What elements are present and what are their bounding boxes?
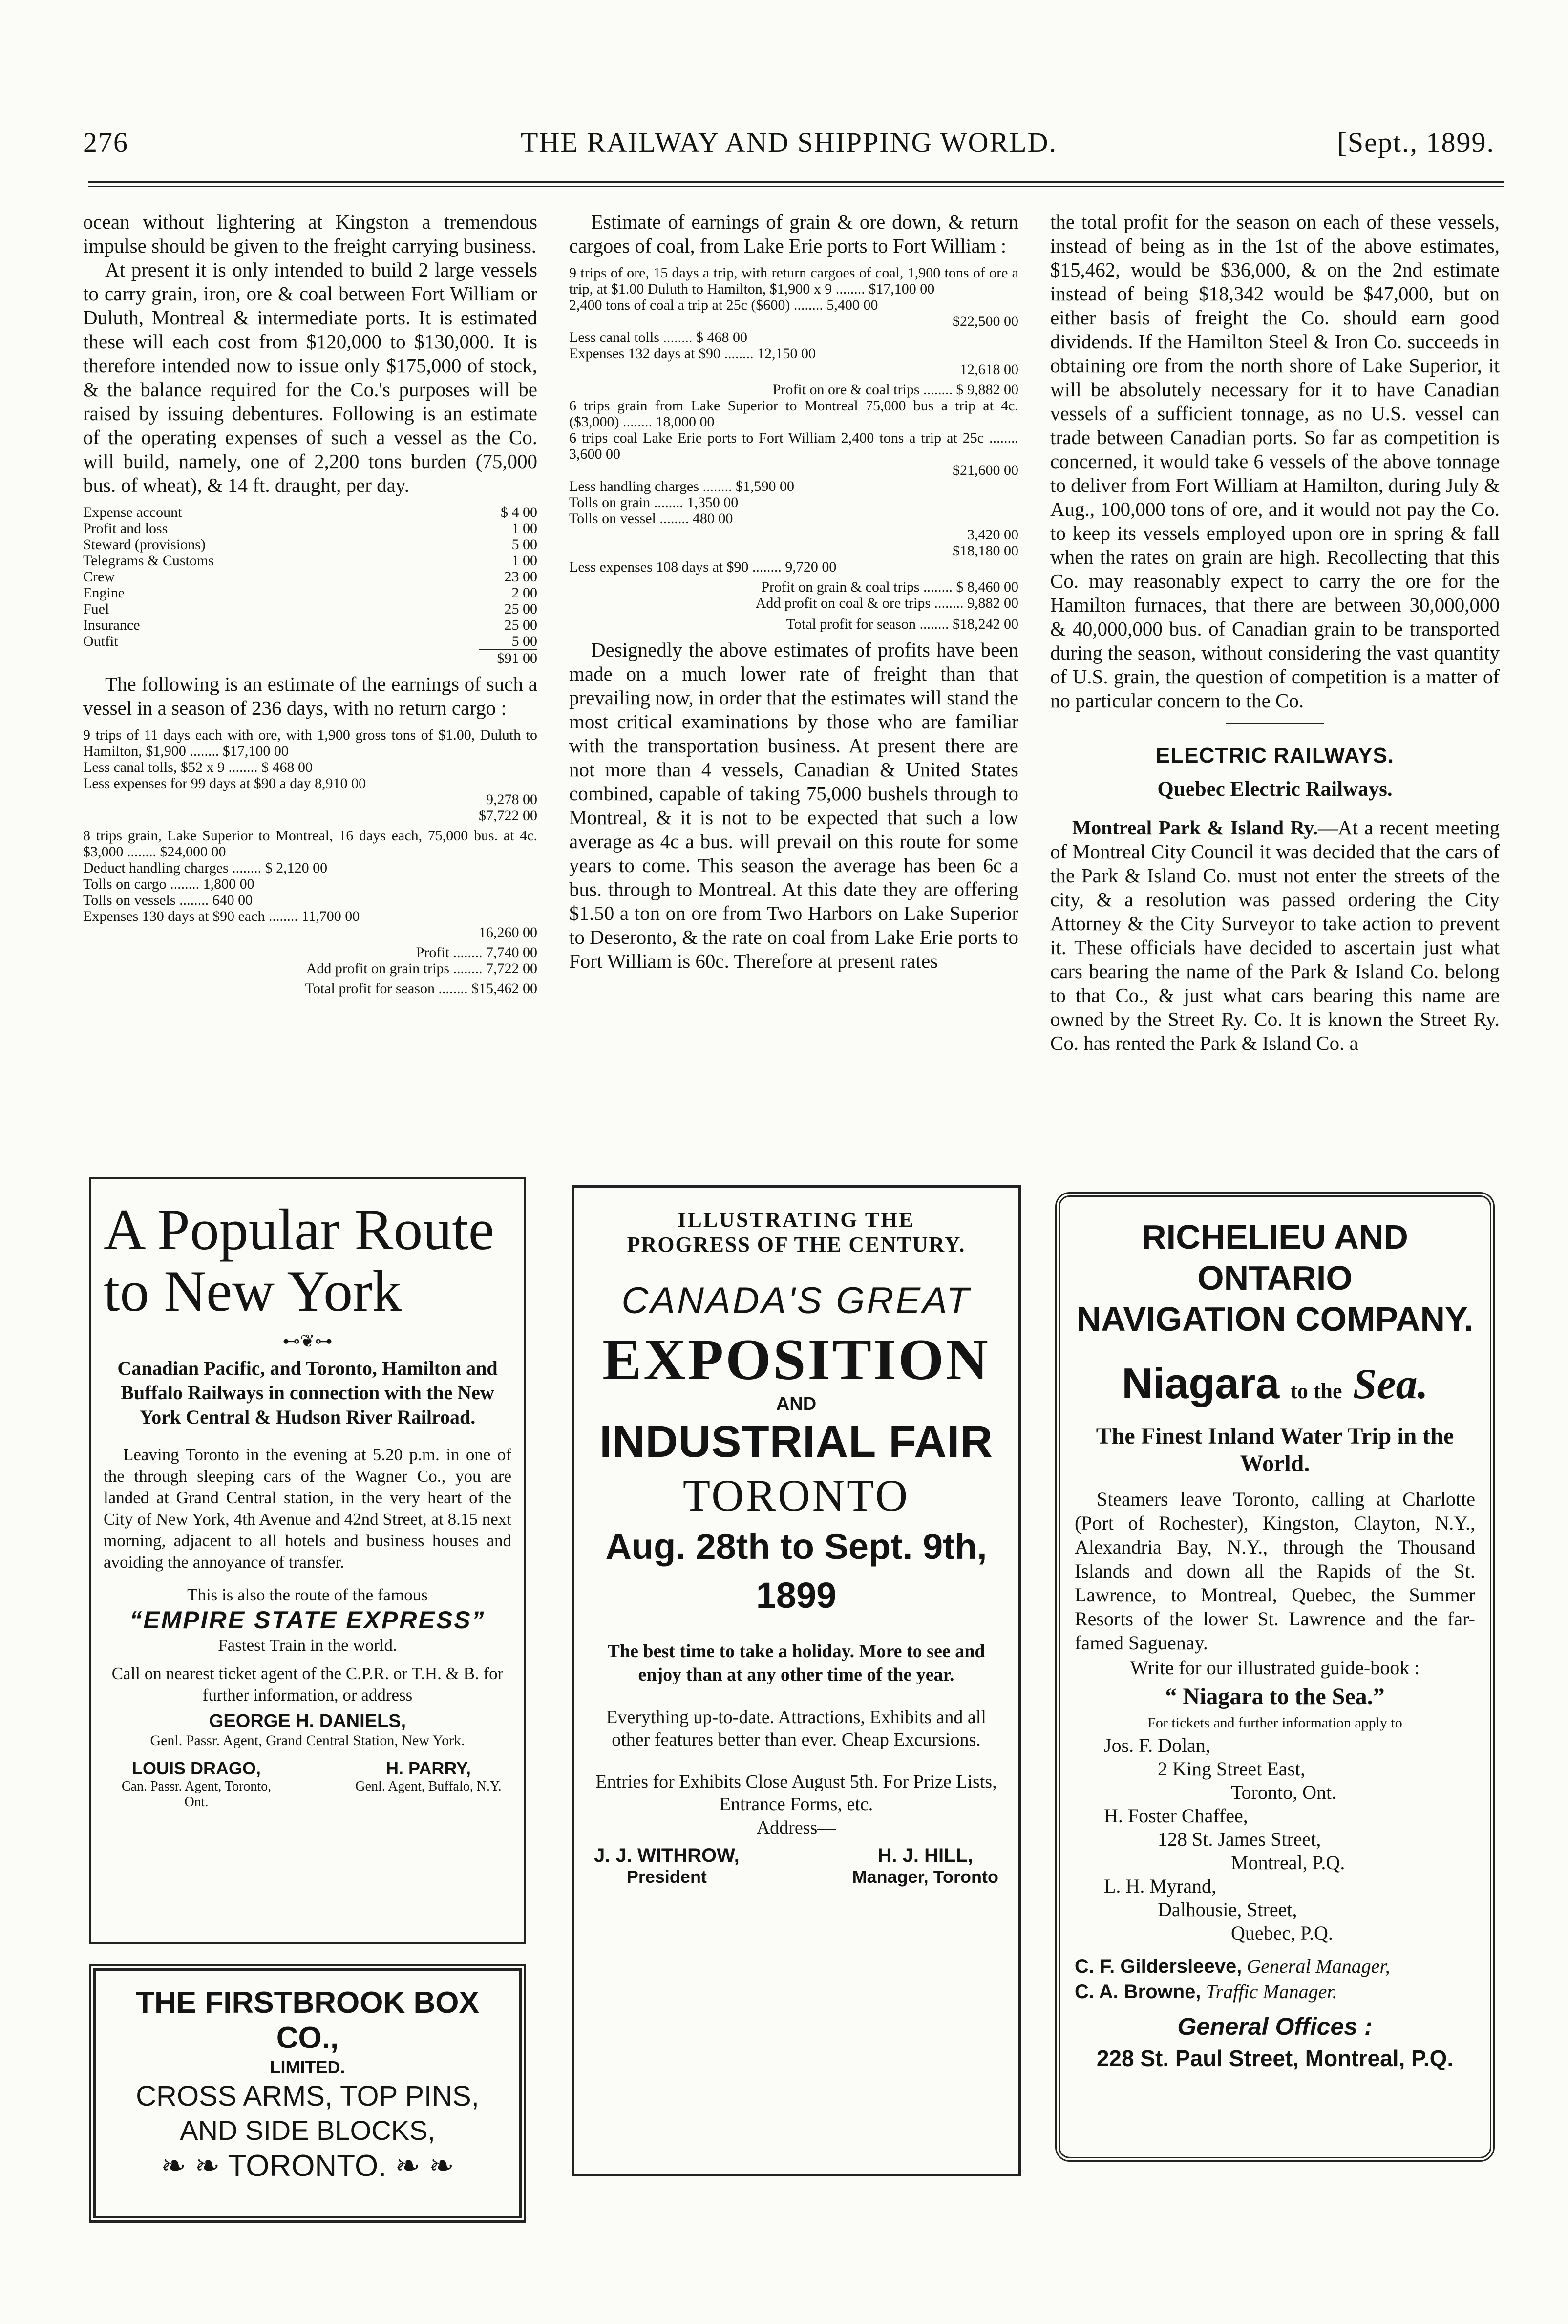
- ledger-subtotal: 16,260 00: [479, 924, 537, 940]
- ad-text: ❧ ❧ TORONTO. ❧ ❧: [161, 2149, 454, 2183]
- ledger-subtotal: $22,500 00: [953, 313, 1018, 329]
- agent-address: 2 King Street East,: [1158, 1758, 1306, 1780]
- paragraph: ocean without lightering at Kingston a tremendous impulse should be given to the freight carrying business.: [83, 211, 537, 257]
- ad-headline: RICHELIEU AND ONTARIO: [1142, 1218, 1408, 1297]
- contact-name: H. PARRY,: [385, 1758, 471, 1778]
- agent-address: Toronto, Ont.: [1231, 1781, 1337, 1803]
- ad-exposition: [572, 1185, 1021, 2176]
- ad-headline: CANADA'S GREAT: [621, 1280, 971, 1322]
- ad-text: Everything up-to-date. Attractions, Exhibits and all other features better than ever. Cheap Excursions.: [606, 1707, 986, 1750]
- contact-name: H. J. HILL,: [877, 1845, 974, 1866]
- paragraph: The following is an estimate of the earnings of such a vessel in a season of 236 days, with no return cargo :: [83, 673, 537, 719]
- ledger-row: Crew 23 00: [83, 569, 537, 585]
- ad-year: 1899: [756, 1575, 837, 1616]
- ledger-row: Fuel 25 00: [83, 601, 537, 617]
- ad-dates: Aug. 28th to Sept. 9th,: [605, 1526, 987, 1567]
- ledger-line: Tolls on cargo ........ 1,800 00: [83, 876, 254, 892]
- header-rule-thin: [88, 186, 1504, 187]
- column-3: [1050, 210, 1500, 1055]
- agent-list: [1075, 1734, 1475, 1945]
- ledger-row: Telegrams & Customs 1 00: [83, 553, 537, 569]
- ledger-subtotal: $7,722 00: [479, 808, 537, 824]
- ledger-total: $91 00: [497, 650, 537, 666]
- ad-slogan: Niagara to the Sea.: [1122, 1359, 1428, 1408]
- ledger-line: Less expenses for 99 days at $90 a day 8,910 00: [83, 775, 366, 791]
- ad-text: Address—: [756, 1817, 836, 1838]
- ad-text: LIMITED.: [270, 2057, 345, 2077]
- ledger-subtotal: 9,278 00: [486, 791, 537, 808]
- ledger-line: Add profit on coal & ore trips ........ 9,882 00: [755, 595, 1018, 611]
- ad-headline: EXPOSITION: [602, 1327, 990, 1392]
- manager-title: General Manager,: [1247, 1955, 1390, 1977]
- contact-name: J. J. WITHROW,: [594, 1845, 740, 1866]
- contact-title: Can. Passr. Agent, Toronto, Ont.: [121, 1779, 272, 1810]
- ledger-line: Less canal tolls, $52 x 9 ........ $ 468 00: [83, 759, 313, 775]
- ledger-line: Add profit on grain trips ........ 7,722 00: [306, 960, 537, 977]
- ad-headline: A Popular Route to New York: [104, 1197, 494, 1323]
- column-2: [569, 210, 1018, 973]
- ledger-line: Less expenses 108 days at $90 ........ 9,720 00: [569, 559, 837, 575]
- ad-text: The best time to take a holiday. More to see and enjoy than at any other time of the year.: [607, 1641, 985, 1685]
- ad-text: Entries for Exhibits Close August 5th. For Prize Lists, Entrance Forms, etc.: [595, 1771, 997, 1814]
- agent-name: Jos. F. Dolan,: [1104, 1734, 1210, 1756]
- contact-title: Genl. Passr. Agent, Grand Central Station, New York.: [150, 1732, 465, 1748]
- ledger-row: Profit and loss 1 00: [83, 520, 537, 536]
- earnings-ledger-1: [83, 727, 537, 997]
- ledger-line: Expenses 132 days at $90 ........ 12,150 00: [569, 345, 816, 362]
- ledger-subtotal: $21,600 00: [953, 462, 1018, 478]
- page-number: 276: [83, 127, 128, 158]
- ad-text: CROSS ARMS, TOP PINS,: [136, 2080, 479, 2112]
- contact-row: [589, 1845, 1003, 1887]
- ad-express-name: “EMPIRE STATE EXPRESS”: [129, 1606, 486, 1634]
- ad-body: Leaving Toronto in the evening at 5.20 p.m. in one of the through sleeping cars of the Wagner Co., you are landed at Grand Central station, in the very heart of the City of New York, 4th Avenue and 42nd Street, at 8.15 next morning, adjacent to all hotels and business houses and avoiding the annoyance of transfer.: [104, 1445, 511, 1572]
- paragraph: —At a recent meeting of Montreal City Council it was decided that the cars of the Park & Island Co. must not enter the streets of the city, & a resolution was passed ordering the City Attorney & the City Surveyor to take action to prevent it. These officials have decided to ascertain just what cars bearing the name of the Park & Island Co. belong to that Co., & just what cars bearing this name are owned by the Street Ry. Co. It is known the Street Ry. Co. has rented the Park & Island Co. a: [1050, 816, 1500, 1054]
- agent-name: H. Foster Chaffee,: [1104, 1805, 1248, 1827]
- ad-text: Call on nearest ticket agent of the C.P.R. or T.H. & B. for further information, or address: [111, 1664, 504, 1705]
- ornament-icon: ⊷❦⊶: [282, 1331, 333, 1351]
- ledger-row: Outfit 5 00: [83, 633, 537, 649]
- ledger-total: Total profit for season ........ $15,462 00: [305, 981, 537, 997]
- ad-text: For tickets and further information apply to: [1147, 1715, 1402, 1731]
- ledger-row: Expense account $ 4 00: [83, 504, 537, 520]
- ad-subhead: The Finest Inland Water Trip in the World.: [1096, 1423, 1454, 1476]
- ledger-line: Tolls on vessel ........ 480 00: [569, 511, 733, 527]
- section-divider: [1226, 723, 1324, 724]
- ledger-row: Insurance 25 00: [83, 617, 537, 633]
- article-lead: Montreal Park & Island Ry.: [1072, 816, 1318, 839]
- ad-text: 228 St. Paul Street, Montreal, P.Q.: [1096, 2046, 1454, 2071]
- section-heading: ELECTRIC RAILWAYS.: [1155, 744, 1395, 768]
- agent-address: Montreal, P.Q.: [1231, 1852, 1345, 1874]
- ad-headline: NAVIGATION COMPANY.: [1076, 1300, 1474, 1338]
- ad-headline: INDUSTRIAL FAIR: [599, 1417, 993, 1467]
- manager-name: C. F. Gildersleeve,: [1075, 1956, 1242, 1977]
- manager-title: Traffic Manager.: [1206, 1981, 1337, 2003]
- journal-title: THE RAILWAY AND SHIPPING WORLD.: [521, 127, 1057, 158]
- ad-text: This is also the route of the famous: [187, 1585, 428, 1604]
- ledger-line: Less canal tolls ........ $ 468 00: [569, 329, 747, 345]
- agent-name: L. H. Myrand,: [1104, 1875, 1216, 1897]
- fleuron-icon: ❧ ❧: [161, 2149, 220, 2183]
- agent-address: Quebec, P.Q.: [1231, 1922, 1333, 1944]
- ad-headline: TORONTO: [682, 1471, 910, 1520]
- ledger-total: Total profit for season ........ $18,242 00: [786, 616, 1018, 632]
- paragraph: At present it is only intended to build 2 large vessels to carry grain, iron, ore & coal between Fort William or Duluth, Montreal & intermediate ports. It is estimated these will each cost from $120,000 to $130,000. It is therefore intended now to issue only $175,000 of stock, & the balance required for the Co.'s purposes will be raised by issuing debentures. Following is an estimate of the operating expenses of such a vessel as the Co. will build, namely, one of 2,200 tons burden (75,000 bus. of wheat), & 14 ft. draught, per day.: [83, 258, 537, 496]
- ad-body: Steamers leave Toronto, calling at Charlotte (Port of Rochester), Kingston, Clayton, N.Y., Alexandria Bay, N.Y., through the Thousand Islands and down all the Rapids of the St. Lawrence, to Montreal, Quebec, the Summer Resorts of the lower St. Lawrence and the far-famed Saguenay.: [1075, 1488, 1475, 1654]
- contact-name: LOUIS DRAGO,: [131, 1758, 261, 1778]
- paragraph: Estimate of earnings of grain & ore down, & return cargoes of coal, from Lake Erie ports to Fort William :: [569, 211, 1018, 257]
- ledger-line: Tolls on grain ........ 1,350 00: [569, 494, 739, 511]
- column-1: [83, 210, 537, 1002]
- ledger-line: 6 trips coal Lake Erie ports to Fort William 2,400 tons a trip at 25c ........ 3,600 00: [569, 430, 1018, 462]
- ad-headline: THE FIRSTBROOK BOX CO.,: [136, 1986, 479, 2055]
- ad-guide-title: “ Niagara to the Sea.”: [1165, 1684, 1385, 1709]
- ledger-line: Deduct handling charges ........ $ 2,120 00: [83, 860, 328, 876]
- ad-firstbrook-box: [89, 1964, 526, 2223]
- contact-name: GEORGE H. DANIELS,: [209, 1711, 406, 1731]
- ledger-subtotal: 12,618 00: [960, 362, 1018, 378]
- page-header: [83, 126, 1495, 165]
- contact-title: President: [626, 1867, 707, 1887]
- header-rule: [88, 181, 1504, 183]
- ledger-line: Less handling charges ........ $1,590 00: [569, 478, 795, 494]
- ledger-line: 9 trips of 11 days each with ore, with 1,900 gross tons of $1.00, Duluth to Hamilton, $1,900 ........ $17,100 00: [83, 727, 537, 759]
- ledger-line: 6 trips grain from Lake Superior to Montreal 75,000 bus a trip at 4c. ($3,000) ........ 18,000 00: [569, 398, 1018, 430]
- ad-richelieu-ontario: [1055, 1192, 1495, 2162]
- ad-text: AND SIDE BLOCKS,: [180, 2115, 435, 2146]
- contact-title: Genl. Agent, Buffalo, N.Y.: [355, 1779, 502, 1794]
- ad-text: AND: [776, 1394, 817, 1414]
- ad-text: PROGRESS OF THE CENTURY.: [627, 1233, 966, 1257]
- paragraph: Designedly the above estimates of profits have been made on a much lower rate of freight than that prevailing now, in order that the estimates will stand the most critical examinations by those who are familiar with the transportation business. At present there are not more than 4 vessels, Canadian & United States combined, capable of taking 75,000 bushels through to Montreal, & it is not to be expected that such a low average as 4c a bus. will prevail on this route for some years to come. This season the average has been 6c a bus. through to Montreal. At this date they are offering $1.50 a ton on ore from Two Harbors on Lake Superior to Deseronto, & the rate on coal from Lake Erie ports to Fort William is 60c. Therefore at present rates: [569, 639, 1018, 972]
- ledger-line: 9 trips of ore, 15 days a trip, with return cargoes of coal, 1,900 tons of ore a trip, at $1.00 Duluth to Hamilton, $1,900 x 9 ........ $17,100 00: [569, 265, 1018, 297]
- earnings-ledger-2: [569, 265, 1018, 632]
- ledger-row: Engine 2 00: [83, 585, 537, 601]
- ledger-line: Profit on grain & coal trips ........ $ 8,460 00: [761, 579, 1018, 595]
- ledger-line: Expenses 130 days at $90 each ........ 11,700 00: [83, 908, 360, 924]
- fleuron-icon: ❧ ❧: [395, 2149, 454, 2183]
- ad-text: Write for our illustrated guide-book :: [1130, 1657, 1420, 1679]
- agent-address: 128 St. James Street,: [1158, 1828, 1321, 1850]
- ad-text: Fastest Train in the world.: [218, 1636, 397, 1655]
- contact-title: Manager, Toronto: [852, 1867, 998, 1887]
- paragraph: the total profit for the season on each of these vessels, instead of being as in the 1st of the above estimates, $15,462, would be $36,000, & on the 2nd estimate instead of being $18,342 would be $47,000, but on either basis of freight the Co. should earn good dividends. If the Hamilton Steel & Iron Co. succeeds in obtaining ore from the north shore of Lake Superior, it will be absolutely necessary for it to have Canadian vessels of a sufficient tonnage, as no U.S. vessel can trade between Canadian ports. So far as competition is concerned, it would take 6 vessels of the above tonnage to deliver from Fort William at Hamilton, during July & Aug., 100,000 tons of ore, and it would not pay the Co. to keep its vessels employed upon ore in spring & fall when the rates on grain are high. Recollecting that this Co. may reasonably expect to carry the ore for the Hamilton furnaces, that there are between 30,000,000 & 40,000,000 bus. of Canadian grain to be transported during the season, without considering the vast quantity of U.S. grain, the question of competition is a matter of no particular concern to the Co.: [1050, 211, 1500, 712]
- ledger-line: 2,400 tons of coal a trip at 25c ($600) ........ 5,400 00: [569, 297, 878, 313]
- ledger-subtotal: 3,420 00: [967, 527, 1018, 543]
- subsection-heading: Quebec Electric Railways.: [1157, 778, 1393, 801]
- issue-date: [Sept., 1899.: [1337, 127, 1495, 158]
- ledger-line: 8 trips grain, Lake Superior to Montreal, 16 days each, 75,000 bus. at 4c. $3,000 ........ $24,000 00: [83, 828, 537, 860]
- manager-name: C. A. Browne,: [1075, 1981, 1201, 2003]
- ad-popular-route: [89, 1177, 526, 1944]
- ad-text: ILLUSTRATING THE: [678, 1208, 915, 1232]
- contact-row: [104, 1758, 511, 1810]
- agent-address: Dalhousie, Street,: [1158, 1898, 1297, 1920]
- ledger-row: Steward (provisions) 5 00: [83, 536, 537, 553]
- ledger-line: Tolls on vessels ........ 640 00: [83, 892, 253, 908]
- ad-text: General Offices :: [1177, 2013, 1373, 2040]
- ad-subhead: Canadian Pacific, and Toronto, Hamilton and Buffalo Railways in connection with the New York Central & Hudson River Railroad.: [117, 1357, 498, 1428]
- ledger-line: Profit on ore & coal trips ........ $ 9,882 00: [772, 382, 1018, 398]
- expense-ledger: [83, 504, 537, 666]
- ledger-subtotal: $18,180 00: [953, 543, 1018, 559]
- ledger-line: Profit ........ 7,740 00: [416, 944, 537, 960]
- management-list: [1075, 1954, 1475, 2004]
